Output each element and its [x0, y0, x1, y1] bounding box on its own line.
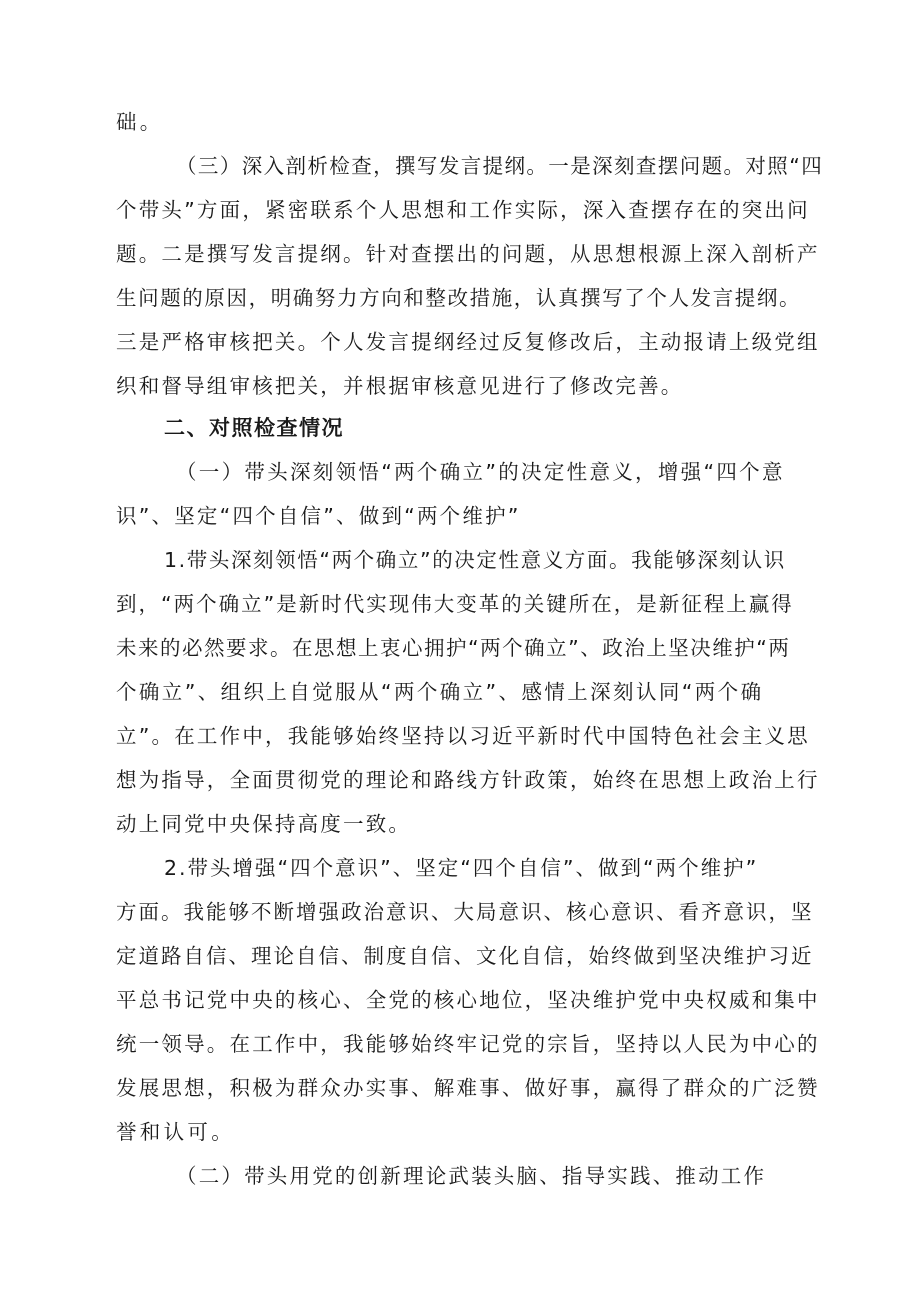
text-line: 平总书记党中央的核心、全党的核心地位，坚决维护党中央权威和集中	[116, 988, 820, 1012]
text-line: 定道路自信、理论自信、制度自信、文化自信，始终做到坚决维护习近	[116, 944, 814, 968]
text-line: 个确立”、组织上自觉服从“两个确立”、感情上深刻认同“两个确	[116, 680, 764, 704]
section-heading: 二、对照检查情况	[164, 416, 344, 440]
text-line: 生问题的原因，明确努力方向和整改措施，认真撰写了个人发言提纲。	[116, 286, 802, 310]
text-line: 发展思想，积极为群众办实事、解难事、做好事，赢得了群众的广泛赞	[116, 1076, 820, 1100]
text-line: 到，“两个确立”是新时代实现伟大变革的关键所在，是新征程上赢得	[116, 592, 794, 616]
item-paragraph-start: 2.带头增强“四个意识”、坚定“四个自信”、做到“两个维护”	[164, 856, 759, 880]
text-line: 础。	[116, 110, 164, 134]
text-line: 动上同党中央保持高度一致。	[116, 812, 412, 836]
text-line: 三是严格审核把关。个人发言提纲经过反复修改后，主动报请上级党组	[116, 330, 820, 354]
text-line: 立”。在工作中，我能够始终坚持以习近平新时代中国特色社会主义思	[116, 724, 810, 748]
text-line: 想为指导，全面贯彻党的理论和路线方针政策，始终在思想上政治上行	[116, 768, 820, 792]
text-line: 个带头”方面，紧密联系个人思想和工作实际，深入查摆存在的突出问	[116, 198, 810, 222]
section-paragraph-start: （三）深入剖析检查，撰写发言提纲。一是深刻查摆问题。对照“四	[176, 154, 824, 178]
text-line: 誉和认可。	[116, 1120, 235, 1144]
subsection-heading: （二）带头用党的创新理论武装头脑、指导实践、推动工作	[176, 1164, 767, 1188]
item-paragraph-start: 1.带头深刻领悟“两个确立”的决定性意义方面。我能够深刻认识	[164, 548, 786, 572]
subsection-heading: （一）带头深刻领悟“两个确立”的决定性意义，增强“四个意	[176, 460, 785, 484]
text-line: 方面。我能够不断增强政治意识、大局意识、核心意识、看齐意识，坚	[116, 900, 814, 924]
text-line: 统一领导。在工作中，我能够始终牢记党的宗旨，坚持以人民为中心的	[116, 1032, 820, 1056]
text-line: 识”、坚定“四个自信”、做到“两个维护”	[116, 504, 521, 528]
text-line: 织和督导组审核把关，并根据审核意见进行了修改完善。	[116, 374, 684, 398]
text-line: 题。二是撰写发言提纲。针对查摆出的问题，从思想根源上深入剖析产	[116, 242, 820, 266]
text-line: 未来的必然要求。在思想上衷心拥护“两个确立”、政治上坚决维护“两	[116, 636, 791, 660]
